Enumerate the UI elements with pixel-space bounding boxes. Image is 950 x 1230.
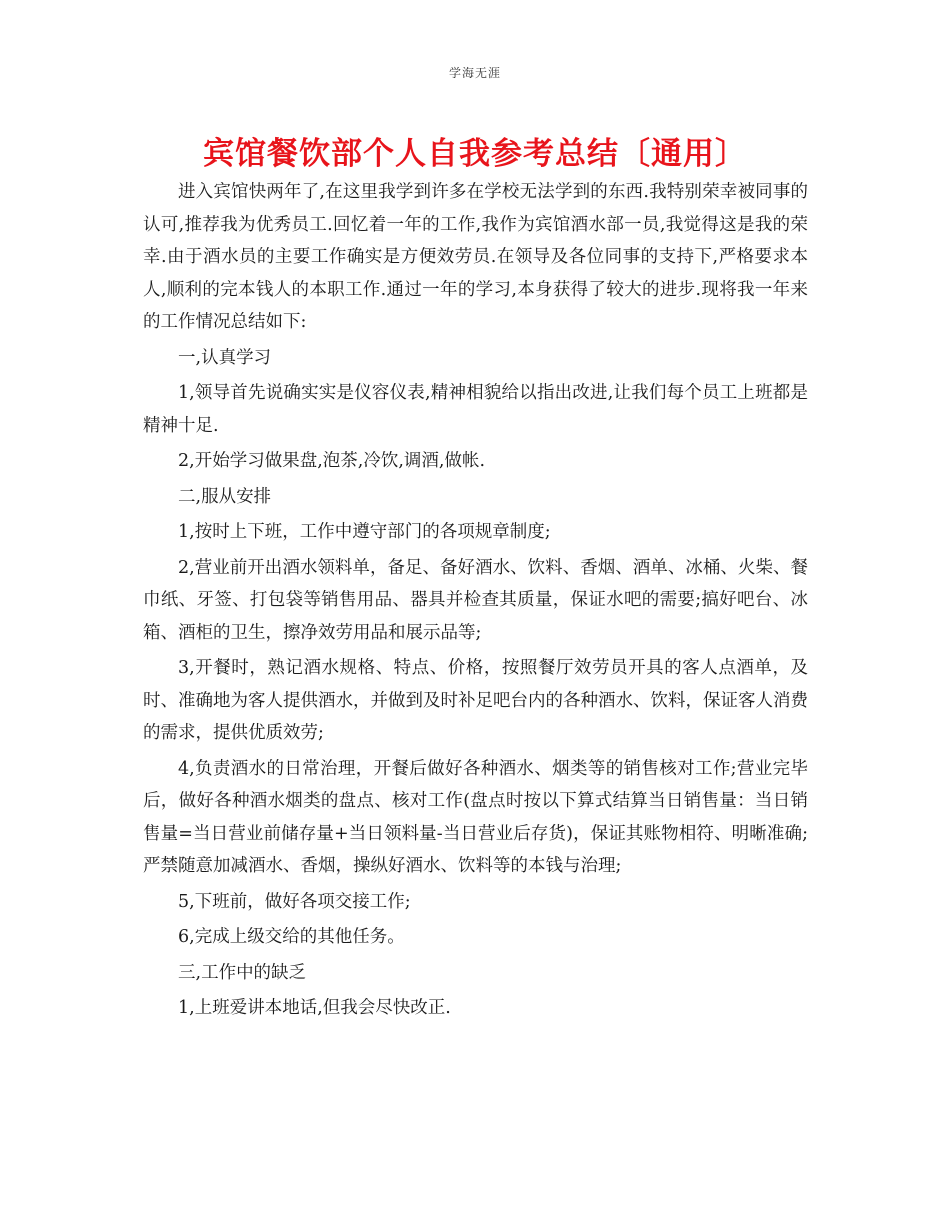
paragraph-item: 1,按时上下班，工作中遵守部门的各项规章制度;	[178, 522, 551, 542]
paragraph-item: 4,负责酒水的日常治理，开餐后做好各种酒水、烟类等的销售核对工作;营业完毕后，做好各种酒水烟类的盘点、核对工作(盘点时按以下算式结算当日销售量：当日销售量=当日营业前储存量+当日领料量-当日营业后存货)，保证其账物相符、明晰准确;严禁随意加减酒水、香烟，操纵好酒水、饮料等的本钱与治理;	[143, 758, 808, 876]
document-title: 宾馆餐饮部个人自我参考总结〔通用〕	[203, 136, 747, 172]
page-header: 学海无涯	[448, 66, 501, 80]
paragraph-intro: 进入宾馆快两年了,在这里我学到许多在学校无法学到的东西.我特别荣幸被同事的认可,推荐我为优秀员工.回忆着一年的工作,我作为宾馆酒水部一员,我觉得这是我的荣幸.由于酒水员的主要工作确实是方便效劳员.在领导及各位同事的支持下,严格要求本人,顺利的完本钱人的本职工作.通过一年的学习,本身获得了较大的进步.现将我一年来的工作情况总结如下:	[143, 182, 808, 332]
paragraph-item: 6,完成上级交给的其他任务。	[178, 927, 405, 947]
paragraph-item: 2,开始学习做果盘,泡茶,冷饮,调酒,做帐.	[178, 451, 486, 471]
paragraph-item: 3,开餐时，熟记酒水规格、特点、价格，按照餐厅效劳员开具的客人点酒单，及时、准确地为客人提供酒水，并做到及时补足吧台内的各种酒水、饮料，保证客人消费的需求，提供优质效劳;	[143, 658, 808, 743]
paragraph-item: 2,营业前开出酒水领料单，备足、备好酒水、饮料、香烟、酒单、冰桶、火柴、餐巾纸、牙签、打包袋等销售用品、器具并检查其质量，保证水吧的需要;搞好吧台、冰箱、酒柜的卫生，擦净效劳用品和展示品等;	[143, 557, 808, 643]
section-heading-study: 一,认真学习	[178, 347, 272, 368]
paragraph-item: 1,领导首先说确实实是仪容仪表,精神相貌给以指出改进,让我们每个员工上班都是精神十足.	[143, 383, 808, 436]
section-heading-obey: 二,服从安排	[178, 486, 272, 507]
section-heading-shortcomings: 三,工作中的缺乏	[178, 962, 307, 983]
paragraph-item: 1,上班爱讲本地话,但我会尽快改正.	[178, 998, 451, 1018]
paragraph-item: 5,下班前，做好各项交接工作;	[178, 891, 411, 912]
document-body	[143, 176, 808, 1028]
